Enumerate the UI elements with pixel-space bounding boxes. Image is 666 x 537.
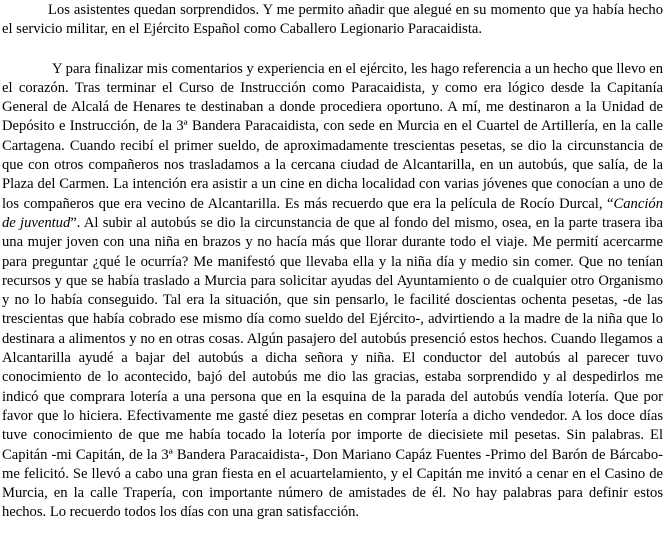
paragraph-anecdote (2, 60, 663, 523)
paragraph-intro: Los asistentes quedan sorprendidos. Y me permito añadir que alegué en su momento que ya había hecho el servicio militar, en el Ejército Español como Caballero Legionario Paracaidista. (2, 2, 663, 38)
paragraph-anecdote-text-end: ”. Al subir al autobús se dio la circunstancia de que al fondo del mismo, osea, en la parte trasera iba una mujer joven con una niña en brazos y no hacía más que llorar durante todo el viaje. Me permití acercarme para preguntar ¿qué le ocurría? Me manifestó que llevaba ella y la niña día y medio sin comer. Que no tenían recursos y que se había traslado a Murcia para solicitar ayudas del Ayuntamiento o de cualquier otro Organismo y no lo había conseguido. Tal era la situación, que sin pensarlo, le facilité doscientas ochenta pesetas, -de las trescientas que había cobrado ese mismo día como sueldo del Ejército-, advirtiendo a la madre de la niña que lo destinara a alimentos y no en otras cosas. Algún pasajero del autobús presenció estos hechos. Cuando llegamos a Alcantarilla ayudé a bajar del autobús a dicha señora y niña. El conductor del autobús al parecer tuvo conocimiento de lo acontecido, bajó del autobús me dio las gracias, estaba sorprendido y al despedirlos me indicó que comprara lotería a una persona que en la esquina de la parada del autobús vendía lotería. Que por favor que lo hiciera. Efectivamente me gasté diez pesetas en comprar lotería a dicho vendedor. A los doce días tuve conocimiento de que me había tocado la lotería por importe de diecisiete mil pesetas. Sin palabras. El Capitán -mi Capitán, de la 3ª Bandera Paracaidista-, Don Mariano Capáz Fuentes -Primo del Barón de Bárcabo- me felicitó. Se llevó a cabo una gran fiesta en el acuartelamiento, y el Capitán me invitó a cenar en el Casino de Murcia, en la calle Trapería, con importante número de amistades de él. No hay palabras para definir estos hechos. Lo recuerdo todos los días con una gran satisfacción. (2, 214, 663, 521)
film-title: Canción de juventud (2, 195, 663, 231)
paragraph-anecdote-text-start: Y para finalizar mis comentarios y experiencia en el ejército, les hago referencia a un hecho que llevo en el corazón. Tras terminar el Curso de Instrucción como Paracaidista, y como era lógico desde la Capitanía General de Alcalá de Henares te destinaban a donde procediera oportuno. A mí, me destinaron a la Unidad de Depósito e Instrucción, de la 3ª Bandera Paracaidista, con sede en Murcia en el Cuartel de Artillería, en la calle Cartagena. Cuando recibí el primer sueldo, de aproximadamente trescientas pesetas, se dio la circunstancia de que con otros compañeros nos trasladamos a la cercana ciudad de Alcantarilla, en un autobús, que salía, de la Plaza del Carmen. La intención era asistir a un cine en dicha localidad con varias jóvenes que conocían a uno de los compañeros que era vecino de Alcantarilla. Es más recuerdo que era la película de Rocío Durcal, “ (2, 60, 663, 212)
